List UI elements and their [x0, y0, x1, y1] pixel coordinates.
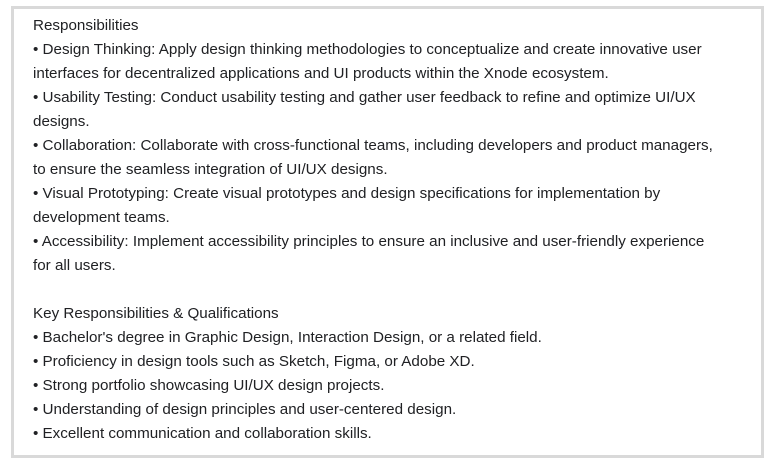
responsibility-line: • Design Thinking: Apply design thinking methodologies to conceptualize and create innovative user	[33, 41, 702, 58]
qualification-item: • Excellent communication and collaboration skills.	[33, 425, 372, 442]
responsibility-item-collaboration	[33, 134, 763, 182]
responsibility-line: interfaces for decentralized applications and UI products within the Xnode ecosystem.	[33, 65, 609, 82]
responsibilities-section	[33, 14, 763, 278]
qualification-item: • Understanding of design principles and user-centered design.	[33, 401, 457, 418]
qualifications-heading: Key Responsibilities & Qualifications	[33, 305, 279, 322]
responsibility-item-visual-prototyping	[33, 182, 763, 230]
section-spacer	[33, 278, 763, 302]
job-description-card	[11, 6, 764, 458]
responsibility-item-usability-testing	[33, 86, 763, 134]
responsibility-line: • Collaboration: Collaborate with cross-functional teams, including developers and product managers,	[33, 137, 713, 154]
responsibility-line: • Visual Prototyping: Create visual prototypes and design specifications for implementation by	[33, 185, 661, 202]
responsibility-item-design-thinking	[33, 38, 763, 86]
qualification-item: • Proficiency in design tools such as Sketch, Figma, or Adobe XD.	[33, 353, 475, 370]
responsibility-line: to ensure the seamless integration of UI/UX designs.	[33, 161, 388, 178]
job-description-content	[33, 14, 763, 446]
responsibility-item-accessibility	[33, 230, 763, 278]
qualification-item: • Bachelor's degree in Graphic Design, Interaction Design, or a related field.	[33, 329, 542, 346]
responsibilities-heading: Responsibilities	[33, 17, 139, 34]
qualification-item: • Strong portfolio showcasing UI/UX design projects.	[33, 377, 385, 394]
responsibility-line: • Accessibility: Implement accessibility principles to ensure an inclusive and user-friendly experience	[33, 233, 705, 250]
qualifications-section	[33, 302, 763, 446]
responsibility-line: development teams.	[33, 209, 170, 226]
responsibility-line: designs.	[33, 113, 90, 130]
responsibility-line: for all users.	[33, 257, 116, 274]
responsibility-line: • Usability Testing: Conduct usability testing and gather user feedback to refine and optimize UI/UX	[33, 89, 696, 106]
